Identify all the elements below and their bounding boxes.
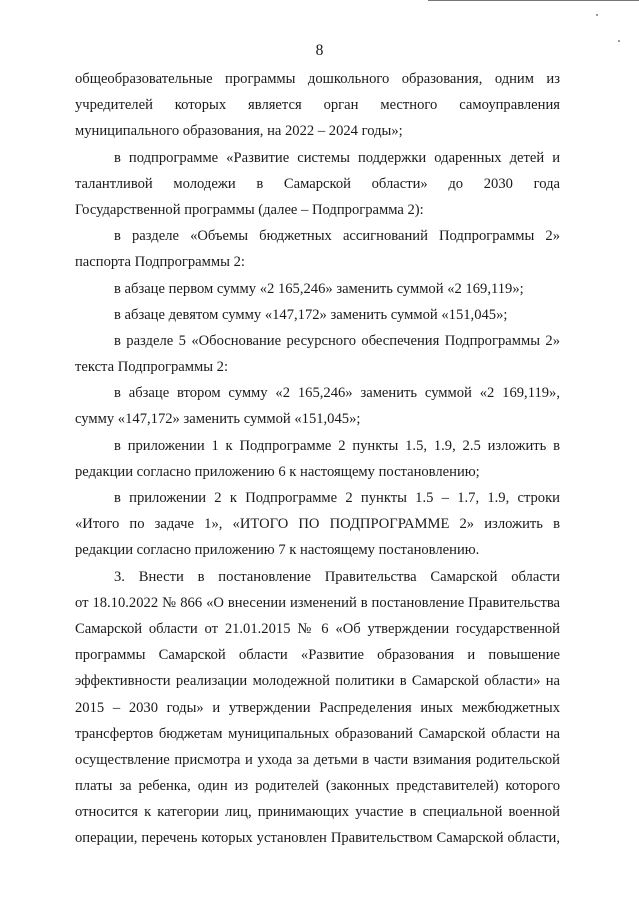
- text-line: относится к категории лиц, принимающих участие в специальной военной: [75, 804, 560, 821]
- text-line: редакции согласно приложению 6 к настоящему постановлению;: [75, 463, 480, 480]
- text-line: программы Самарской области «Развитие образования и повышение: [75, 647, 560, 664]
- text-line: в приложении 2 к Подпрограмме 2 пункты 1.5 – 1.7, 1.9, строки: [114, 490, 560, 506]
- text-line: осуществление присмотра и ухода за детьми в части взимания родительской: [75, 751, 560, 768]
- text-line: 2015 – 2030 годы» и утверждении Распределения иных межбюджетных: [75, 699, 560, 716]
- text-line: операции, перечень которых установлен Правительством Самарской области,: [75, 830, 560, 847]
- text-line: текста Подпрограммы 2:: [75, 359, 229, 376]
- text-line: Самарской области от 21.01.2015 № 6 «Об утверждении государственной: [75, 620, 560, 637]
- text-line: в абзаце первом сумму «2 165,246» заменить суммой «2 169,119»;: [114, 280, 524, 297]
- text-line: Государственной программы (далее – Подпрограмма 2):: [75, 201, 424, 218]
- document-body: [75, 66, 560, 852]
- text-line: в абзаце девятом сумму «147,172» заменить суммой «151,045»;: [114, 306, 508, 323]
- text-line: трансфертов бюджетам муниципальных образований Самарской области на: [75, 725, 560, 742]
- text-line: «Итого по задаче 1», «ИТОГО ПО ПОДПРОГРАММЕ 2» изложить в: [75, 516, 560, 533]
- text-line: муниципального образования, на 2022 – 2024 годы»;: [75, 123, 403, 140]
- text-line: эффективности реализации молодежной политики в Самарской области» на: [75, 673, 560, 690]
- text-line: в абзаце втором сумму «2 165,246» заменить суммой «2 169,119»,: [114, 385, 560, 402]
- text-line: в разделе «Объемы бюджетных ассигнований Подпрограммы 2»: [114, 228, 560, 245]
- text-line: общеобразовательные программы дошкольного образования, одним из: [75, 71, 560, 87]
- text-line: в приложении 1 к Подпрограмме 2 пункты 1.5, 1.9, 2.5 изложить в: [114, 437, 560, 454]
- text-line: редакции согласно приложению 7 к настоящему постановлению.: [75, 542, 480, 559]
- text-line: от 18.10.2022 № 866 «О внесении изменений в постановление Правительства: [75, 594, 560, 611]
- text-line: в подпрограмме «Развитие системы поддержки одаренных детей и: [114, 149, 560, 166]
- page-number: 8: [315, 42, 324, 59]
- text-line: в разделе 5 «Обоснование ресурсного обеспечения Подпрограммы 2»: [114, 332, 560, 349]
- scan-dust-mark: [596, 14, 598, 16]
- text-line: учредителей которых является орган местного самоуправления: [75, 97, 560, 114]
- text-line: талантливой молодежи в Самарской области» до 2030 года: [75, 175, 560, 192]
- scan-edge-line: [428, 0, 639, 1]
- text-line: паспорта Подпрограммы 2:: [75, 254, 245, 271]
- text-line: платы за ребенка, один из родителей (законных представителей) которого: [75, 778, 560, 795]
- text-line: 3. Внести в постановление Правительства Самарской области: [114, 568, 560, 585]
- text-line: сумму «147,172» заменить суммой «151,045»;: [75, 411, 361, 428]
